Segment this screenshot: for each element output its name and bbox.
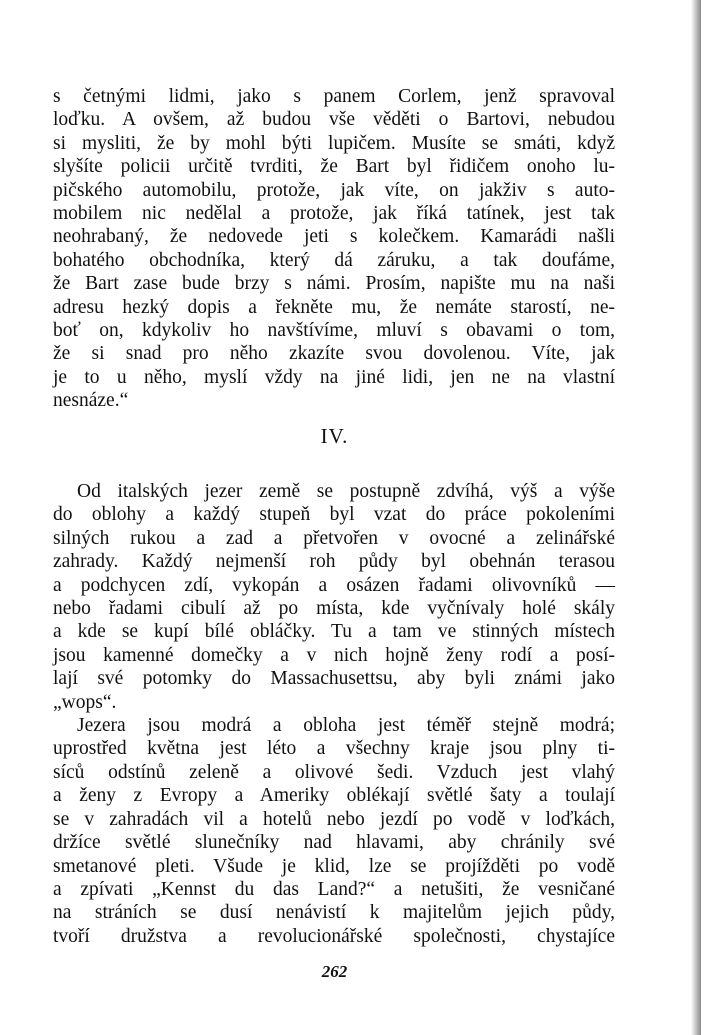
text-line: Jezera jsou modrá a obloha jest téměř stejně modrá; [77,715,615,737]
text-line: pičského automobilu, protože, jak víte, on jakživ s auto- [53,179,615,201]
text-line: nesnáze.“ [53,390,129,412]
text-line: adresu hezký dopis a řekněte mu, že nemáte starostí, ne- [53,296,615,318]
text-line: a ženy z Evropy a Ameriky oblékají světlé šaty a toulají [53,785,615,807]
text-line: Od italských jezer země se postupně zdvíhá, výš a výše [77,481,615,502]
text-line: bohatého obchodníka, který dá záruku, a tak doufáme, [53,249,615,271]
page-number: 262 [321,962,348,981]
text-line: boť on, kdykoliv ho navštívíme, mluví s obavami o tom, [53,320,615,342]
page-edge-shadow [691,0,701,1035]
text-line: že Bart zase bude brzy s námi. Prosím, napište mu na naši [53,273,615,295]
text-line: lají své potomky do Massachusettsu, aby byli známi jako [53,668,615,690]
text-line: a kde se kupí bílé obláčky. Tu a tam ve stinných místech [53,621,615,643]
text-line: zahrady. Každý nejmenší roh půdy byl obehnán terasou [53,551,615,573]
text-line: jsou kamenné domečky a v nich hojně ženy rodí a posí- [53,644,615,666]
text-line: s četnými lidmi, jako s panem Corlem, jenž spravoval [53,86,615,107]
text-line: je to u něho, myslí vždy na jiné lidi, jen ne na vlastní [53,366,615,388]
text-line: síců odstínů zeleně a olivové šedi. Vzduch jest vlahý [53,761,615,783]
text-line: „wops“. [53,691,117,713]
text-line: tvoří družstva a revolucionářské společnosti, chystajíce [53,925,615,947]
text-line: mobilem nic nedělal a protože, jak říká tatínek, jest tak [53,203,615,225]
text-line: nebo řadami cibulí až po místa, kde vyčnívaly holé skály [53,598,615,620]
chapter-body [53,480,615,948]
text-line: a podchycen zdí, vykopán a osázen řadami olivovníků — [53,574,615,596]
text-line: neohrabaný, že nedovede jeti s kolečkem. Kamarádi našli [53,226,615,248]
text-line: si mysliti, že by mohl býti lupičem. Musíte se smáti, když [53,132,615,154]
text-line: držíce světlé slunečníky nad hlavami, aby chránily své [53,832,615,854]
text-line: uprostřed května jest léto a všechny kraje jsou plny ti- [53,738,615,760]
paragraph-letter-continuation [53,85,615,413]
text-line: se v zahradách vil a hotelů nebo jezdí po vodě v loďkách, [53,808,615,830]
text-line: že si snad pro něho zkazíte svou dovolenou. Víte, jak [53,343,615,365]
text-line: loďku. A ovšem, až budou vše věděti o Bartovi, nebudou [53,109,615,131]
chapter-heading: IV. [320,424,349,448]
text-line: do oblohy a každý stupeň byl vzat do práce pokoleními [53,504,615,526]
text-line: na stráních se dusí nenávistí k majitelům jejich půdy, [53,902,615,924]
text-line: smetanové pleti. Všude je klid, lze se projížděti po vodě [53,855,615,877]
text-line: a zpívati „Kennst du das Land?“ a netušiti, že vesničané [53,878,615,900]
text-line: silných rukou a zad a přetvořen v ovocné a zelinářské [53,527,615,549]
text-line: slyšíte policii určitě tvrditi, že Bart byl řidičem onoho lu- [53,156,615,178]
